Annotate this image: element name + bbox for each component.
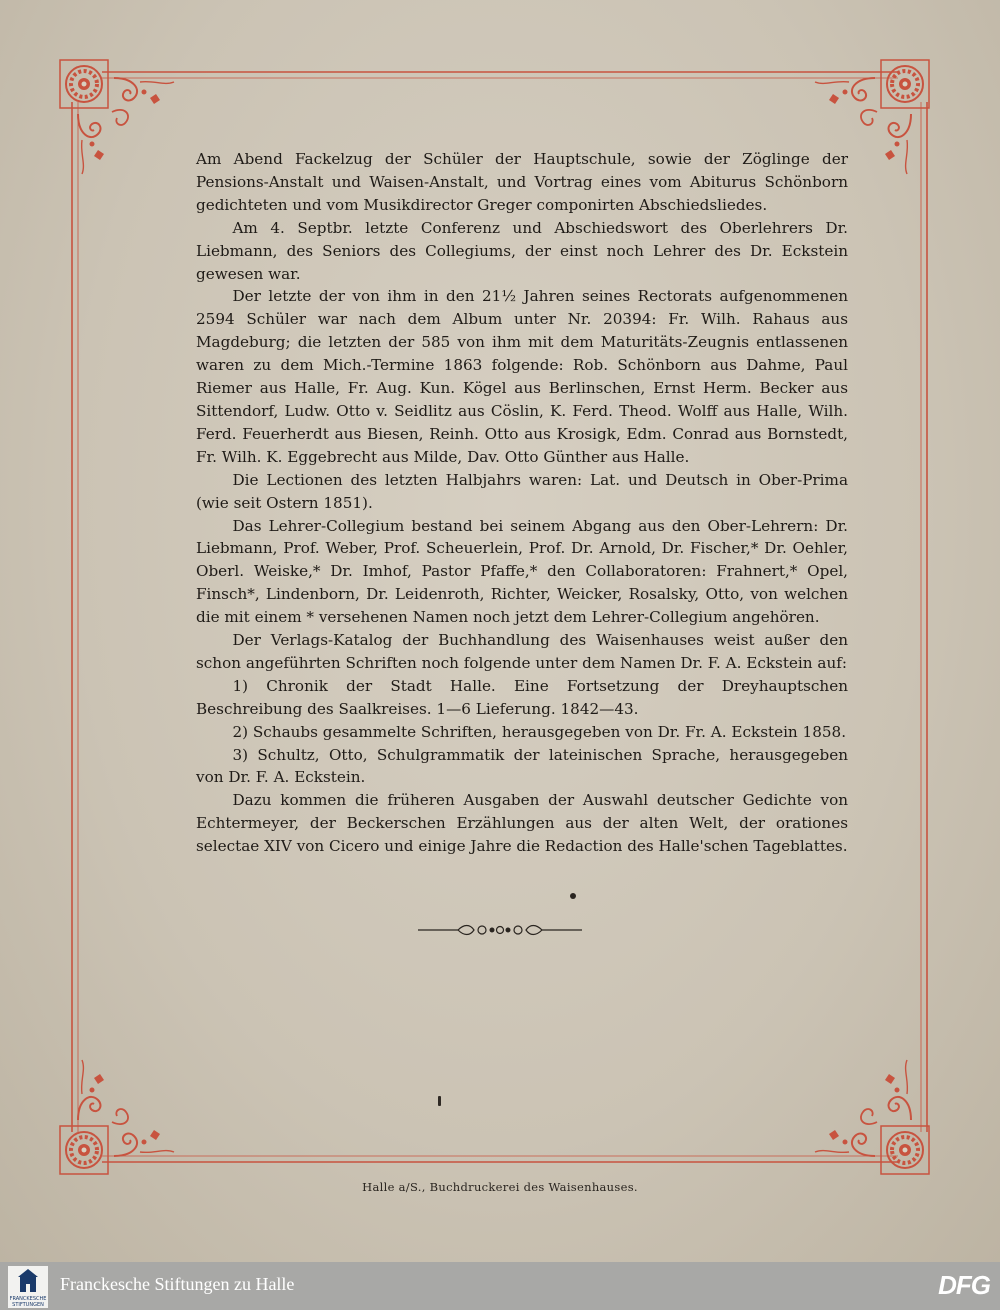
paragraph: 2) Schaubs gesammelte Schriften, herausgegeben von Dr. Fr. A. Eckstein 1858. <box>232 722 847 741</box>
paragraph: 1) Chronik der Stadt Halle. Eine Fortsetzung der Dreyhauptschen Beschreibung des Saalkreises. 1—6 Lieferung. 1842—43. <box>196 676 848 718</box>
paragraph: Die Lectionen des letzten Halbjahrs waren: Lat. und Deutsch in Ober-Prima (wie seit Ostern 1851). <box>196 470 848 512</box>
paragraph: Der Verlags-Katalog der Buchhandlung des Waisenhauses weist außer den schon angeführten Schriften noch folgende unter dem Namen Dr. F. A. Eckstein auf: <box>196 631 848 672</box>
institution-logo[interactable] <box>8 1266 48 1308</box>
building-icon <box>8 1266 48 1296</box>
logo-text: FRANCKESCHE STIFTUNGEN <box>9 1296 47 1308</box>
printer-imprint: Halle a/S., Buchdruckerei des Waisenhauses. <box>362 1180 638 1194</box>
paragraph: Am 4. Septbr. letzte Conferenz und Abschiedswort des Oberlehrers Dr. Liebmann, des Seniors des Collegiums, der einst noch Lehrer des Dr. Eckstein gewesen war. <box>196 218 848 283</box>
paragraph: Dazu kommen die früheren Ausgaben der Auswahl deutscher Gedichte von Echtermeyer, der Beckerschen Erzählungen aus der alten Welt, der orationes selectae XIV von Cicero und einige Jahre die Redaction des Halle'schen Tageblattes. <box>196 791 848 856</box>
paragraph: Am Abend Fackelzug der Schüler der Hauptschule, sowie der Zöglinge der Pensions-Anstalt und Waisen-Anstalt, und Vortrag eines vom Abiturus Schönborn gedichteten und vom Musikdirector Greger componirten Abschiedsliedes. <box>196 150 848 214</box>
paragraph: 3) Schultz, Otto, Schulgrammatik der lateinischen Sprache, herausgegeben von Dr. F. A. Eckstein. <box>196 745 848 787</box>
paragraph: Das Lehrer-Collegium bestand bei seinem Abgang aus den Ober-Lehrern: Dr. Liebmann, Prof. Weber, Prof. Scheuerlein, Prof. Dr. Arnold, Dr. Fischer,* Dr. Oehler, Oberl. Weiske,* Dr. Imhof, Pastor Pfaffe,* den Collaboratoren: Frahnert,* Opel, Finsch*, Lindenborn, Dr. Leidenroth, Richter, Weicker, Rosalsky, Otto, von welchen die mit einem * versehenen Namen noch jetzt dem Lehrer-Collegium angehören. <box>196 516 848 627</box>
institution-name[interactable]: Franckesche Stiftungen zu Halle <box>60 1274 295 1294</box>
ink-speck <box>438 1096 441 1106</box>
paragraph: Der letzte der von ihm in den 21½ Jahren seines Rectorats aufgenommenen 2594 Schüler war nach dem Album unter Nr. 20394: Fr. Wilh. Rahaus aus Magdeburg; die letzten der 585 von ihm mit dem Maturitäts-Zeugnis entlassenen waren zu dem Mich.-Termine 1863 folgende: Rob. Schönborn aus Dahme, Paul Riemer aus Halle, Fr. Aug. Kun. Kögel aus Berlinschen, Ernst Herm. Becker aus Sittendorf, Ludw. Otto v. Seidlitz aus Cöslin, K. Ferd. Theod. Wolff aus Halle, Wilh. Ferd. Feuerherdt aus Biesen, Reinh. Otto aus Krosigk, Edm. Conrad aus Bornstedt, Fr. Wilh. K. Eggebrecht aus Milde, Dav. Otto Günther aus Halle. <box>196 287 848 466</box>
viewer-footer <box>0 1262 1000 1310</box>
body-text <box>196 148 848 858</box>
ink-speck <box>570 893 576 899</box>
dfg-logo[interactable]: DFG <box>938 1270 990 1300</box>
divider-ornament <box>418 926 582 935</box>
